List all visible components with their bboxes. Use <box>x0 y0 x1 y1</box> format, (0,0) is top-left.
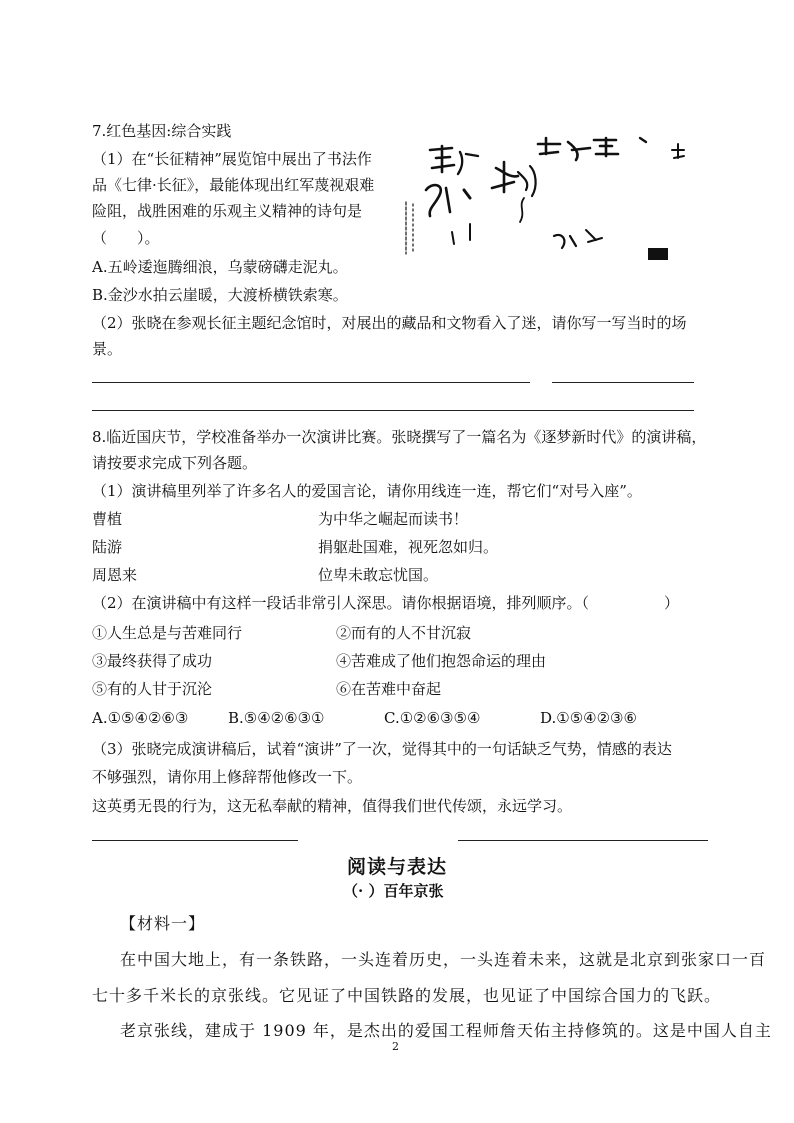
sentence-item: ④苦难成了他们抱怨命运的理由 <box>336 652 547 670</box>
paragraph-line: 老京张线，建成于 1909 年，是杰出的爱国工程师詹天佑主持修筑的。这是中国人自主 <box>120 1021 772 1040</box>
choice-b[interactable]: B.⑤④②⑥③① <box>228 709 325 727</box>
section-heading: 阅读与表达 <box>347 856 448 878</box>
name-item[interactable]: 陆游 <box>92 538 123 556</box>
name-item[interactable]: 曹植 <box>92 510 123 528</box>
q8-intro-line1: 8.临近国庆节，学校准备举办一次演讲比赛。张晓撰写了一篇名为《逐梦新时代》的演讲稿， <box>92 428 707 446</box>
answer-line[interactable] <box>92 840 298 841</box>
choice-d[interactable]: D.①⑤④②③⑥ <box>540 709 637 727</box>
q7-part1-line3: 险阻，战胜困难的乐观主义精神的诗句是 <box>92 202 363 220</box>
answer-line[interactable] <box>92 410 694 411</box>
sentence-item: ⑥在苦难中奋起 <box>336 680 442 698</box>
answer-line[interactable] <box>552 382 694 383</box>
q7-part1-line2: 品《七律·长征》，最能体现出红军蔑视艰难 <box>92 176 375 194</box>
sentence-item: ⑤有的人甘于沉沦 <box>92 680 213 698</box>
q8-intro-line2: 请按要求完成下列各题。 <box>92 454 258 472</box>
section-subheading: （· ）百年京张 <box>343 882 444 900</box>
quote-item[interactable]: 位卑未敢忘忧国。 <box>318 566 439 584</box>
seal-stamp-icon <box>648 248 668 260</box>
page-number: 2 <box>392 1040 399 1053</box>
sentence-item: ①人生总是与苦难同行 <box>92 624 243 642</box>
q7-option-a: A.五岭逶迤腾细浪，乌蒙磅礴走泥丸。 <box>92 258 348 276</box>
answer-line[interactable] <box>458 840 708 841</box>
q8-sentence: 这英勇无畏的行为，这无私奉献的精神，值得我们世代传颂，永远学习。 <box>92 797 573 815</box>
paragraph-line: 在中国大地上，有一条铁路，一头连着历史，一头连着未来，这就是北京到张家口一百 <box>120 950 767 969</box>
calligraphy-image <box>400 132 692 266</box>
q7-title: 7.红色基因:综合实践 <box>92 122 232 140</box>
choice-a[interactable]: A.①⑤④②⑥③ <box>92 709 189 727</box>
q8-part1: （1）演讲稿里列举了许多名人的爱国言论，请你用线连一连，帮它们“对号入座”。 <box>92 482 642 500</box>
q8-part3-line1: （3）张晓完成演讲稿后，试着“演讲”了一次，觉得其中的一句话缺乏气势，情感的表达 <box>92 740 672 758</box>
answer-line[interactable] <box>92 382 530 383</box>
q7-part2-line1: （2）张晓在参观长征主题纪念馆时，对展出的藏品和文物看入了迷，请你写一写当时的场 <box>92 314 687 332</box>
paragraph-line: 七十多千米长的京张线。它见证了中国铁路的发展，也见证了中国综合国力的飞跃。 <box>92 986 722 1005</box>
material-label: 【材料一】 <box>120 914 206 933</box>
quote-item[interactable]: 捐躯赴国难，视死忽如归。 <box>318 538 499 556</box>
q7-part2-line2: 景。 <box>92 340 123 358</box>
quote-item[interactable]: 为中华之崛起而读书！ <box>318 510 469 528</box>
sentence-item: ③最终获得了成功 <box>92 652 213 670</box>
q8-part2: （2）在演讲稿中有这样一段话非常引人深思。请你根据语境，排列顺序。（ ） <box>92 594 680 612</box>
choice-c[interactable]: C.①②⑥③⑤④ <box>384 709 481 727</box>
q7-part1-answer-blank[interactable]: （ ）。 <box>92 229 160 247</box>
q8-part3-line2: 不够强烈，请你用上修辞帮他修改一下。 <box>92 768 363 786</box>
name-item[interactable]: 周恩来 <box>92 566 138 584</box>
q7-option-b: B.金沙水拍云崖暖，大渡桥横铁索寒。 <box>92 286 348 304</box>
q7-part1-line1: （1）在“长征精神”展览馆中展出了书法作 <box>92 150 372 168</box>
sentence-item: ②而有的人不甘沉寂 <box>336 624 472 642</box>
